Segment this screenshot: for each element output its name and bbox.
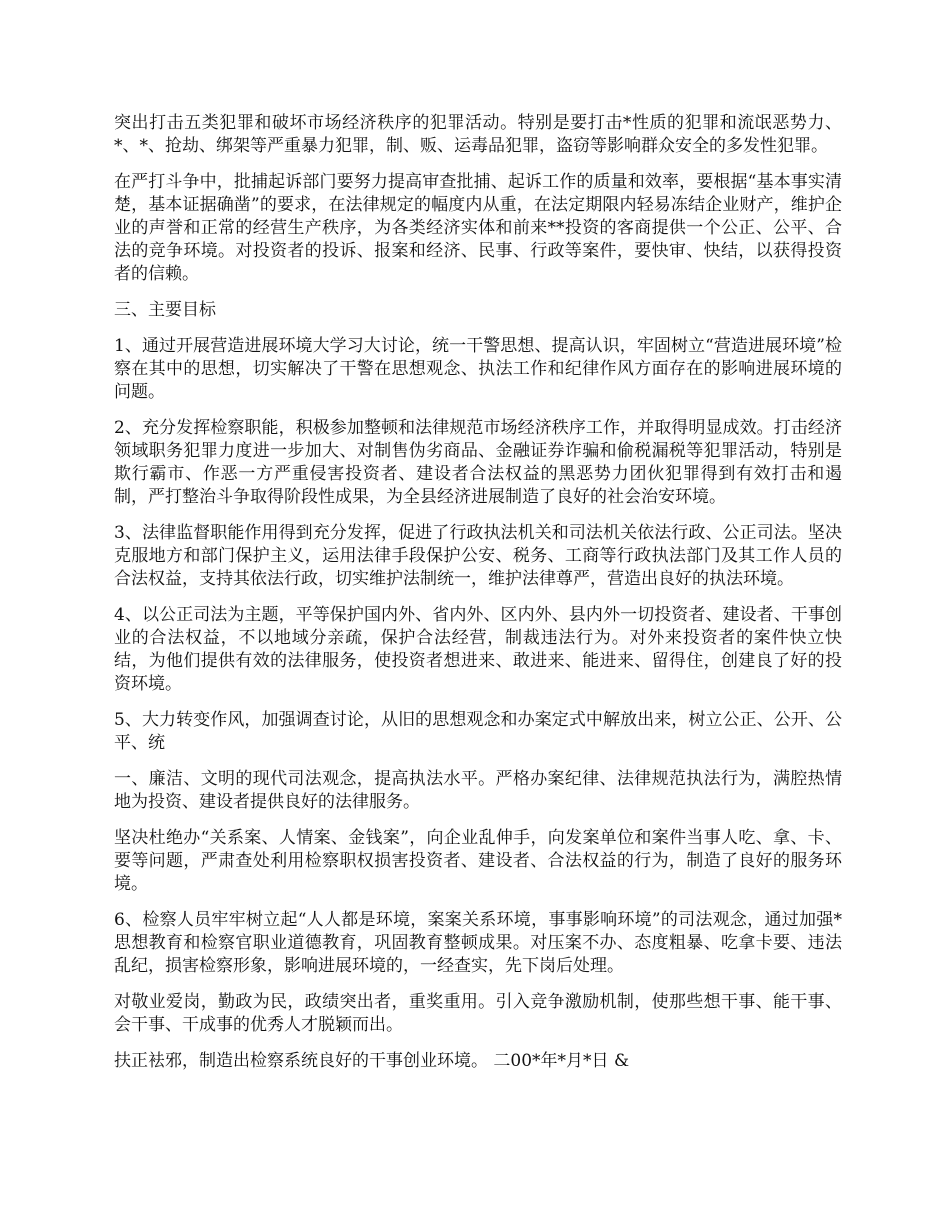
paragraph-rewards: 对敬业爱岗，勤政为民，政绩突出者，重奖重用。引入竞争激励机制，使那些想干事、能干事、会干事、干成事的优秀人才脱颖而出。 [114, 992, 842, 1035]
paragraph-goal-6: 6、检察人员牢牢树立起“人人都是环境，案案关系环境，事事影响环境”的司法观念，通过加强*思想教育和检察官职业道德教育，巩固教育整顿成果。对压案不办、态度粗暴、吃拿卡要、违法乱纪，损害检察形象，影响进展环境的，一经查实，先下岗后处理。 [114, 910, 842, 976]
paragraph-goal-2: 2、充分发挥检察职能，积极参加整顿和法律规范市场经济秩序工作，并取得明显成效。打击经济领域职务犯罪力度进一步加大、对制售伪劣商品、金融证券诈骗和偷税漏税等犯罪活动，特别是欺行霸市、作恶一方严重侵害投资者、建设者合法权益的黑恶势力团伙犯罪得到有效打击和遏制，严打整治斗争取得阶段性成果，为全县经济进展制造了良好的社会治安环境。 [114, 418, 842, 507]
paragraph-prohibit-cases: 坚决杜绝办“关系案、人情案、金钱案”，向企业乱伸手，向发案单位和案件当事人吃、拿、卡、要等问题，严肃查处利用检察职权损害投资者、建设者、合法权益的行为，制造了良好的服务环境。 [114, 828, 842, 894]
paragraph-goal-1: 1、通过开展营造进展环境大学习大讨论，统一干警思想、提高认识，牢固树立“营造进展环境”检察在其中的思想，切实解决了干警在思想观念、执法工作和纪律作风方面存在的影响进展环境的问题。 [114, 336, 842, 402]
document-body [114, 112, 842, 1086]
paragraph-goal-4: 4、以公正司法为主题，平等保护国内外、省内外、区内外、县内外一切投资者、建设者、干事创业的合法权益，不以地域分亲疏，保护合法经营，制裁违法行为。对外来投资者的案件快立快结，为他们提供有效的法律服务，使投资者想进来、敢进来、能进来、留得住，创建良了好的投资环境。 [114, 605, 842, 694]
section-heading-main-goals: 三、主要目标 [114, 300, 216, 320]
paragraph-strike-hard: 在严打斗争中，批捕起诉部门要努力提高审查批捕、起诉工作的质量和效率，要根据“基本事实清楚，基本证据确凿”的要求，在法律规定的幅度内从重，在法定期限内轻易冻结企业财产，维护企业的声誉和正常的经营生产秩序，为各类经济实体和前来**投资的客商提供一个公正、公平、合法的竞争环境。对投资者的投诉、报案和经济、民事、行政等案件，要快审、快结，以获得投资者的信赖。 [114, 172, 842, 284]
paragraph-goal-5: 5、大力转变作风，加强调查讨论，从旧的思想观念和办案定式中解放出来，树立公正、公开、公平、统 [114, 710, 842, 753]
paragraph-goal-3: 3、法律监督职能作用得到充分发挥，促进了行政执法机关和司法机关依法行政、公正司法。坚决 克服地方和部门保护主义，运用法律手段保护公安、税务、工商等行政执法部门及其工作人员的合法权益，支持其依法行政，切实维护法制统一，维护法律尊严，营造出良好的执法环境。 [114, 523, 842, 589]
paragraph-goal-5-continued: 一、廉洁、文明的现代司法观念，提高执法水平。严格办案纪律、法律规范执法行为，满腔热情地为投资、建设者提供良好的法律服务。 [114, 769, 842, 812]
paragraph-crime-crackdown: 突出打击五类犯罪和破坏市场经济秩序的犯罪活动。特别是要打击*性质的犯罪和流氓恶势力、*、*、抢劫、绑架等严重暴力犯罪，制、贩、运毒品犯罪，盗窃等影响群众安全的多发性犯罪。 [114, 113, 842, 156]
paragraph-closing-date: 扶正袪邪，制造出检察系统良好的干事创业环境。 二00*年*月*日 & [114, 1051, 630, 1071]
